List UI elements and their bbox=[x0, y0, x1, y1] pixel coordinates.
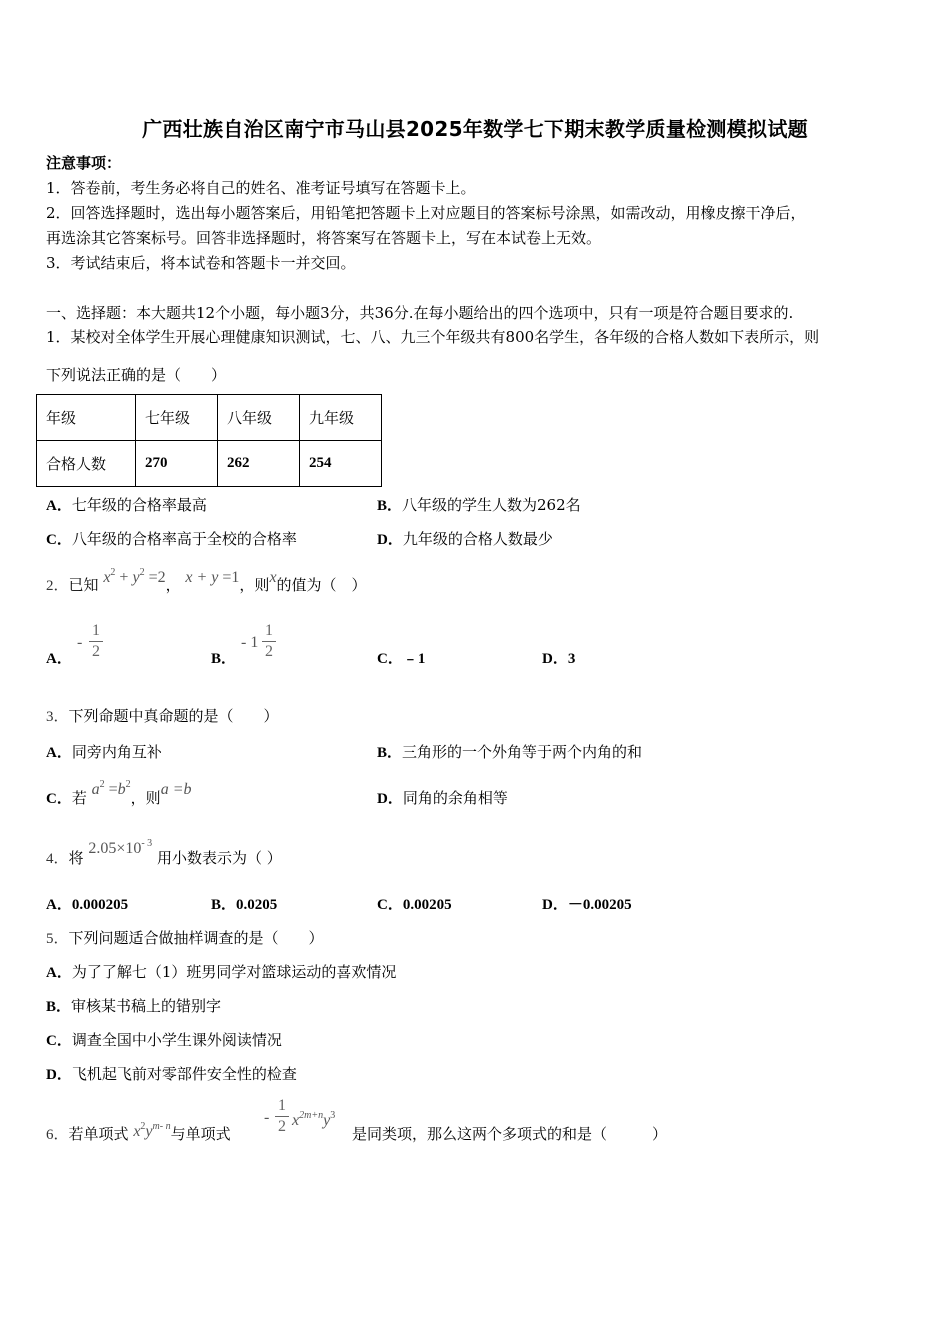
option-label: C． bbox=[46, 791, 72, 807]
q4-stem bbox=[46, 838, 282, 868]
option-text: 审核某书稿上的错别字 bbox=[71, 997, 222, 1015]
option-text: ﹣1 bbox=[402, 651, 426, 667]
q5-stem bbox=[46, 927, 324, 948]
math-exp: - 3 bbox=[141, 838, 153, 849]
q2-option-c bbox=[377, 647, 425, 668]
math-var-y: y bbox=[145, 1123, 153, 1140]
math-rhs: =2 bbox=[144, 569, 166, 586]
math-var-a: a bbox=[91, 781, 100, 798]
denominator: 2 bbox=[278, 1118, 286, 1135]
q3-stem-text: 下列命题中真命题的是（ ） bbox=[68, 707, 279, 725]
q5-stem-text: 下列问题适合做抽样调查的是（ ） bbox=[68, 929, 324, 947]
math-exp: 2 bbox=[99, 779, 105, 790]
q3-option-c bbox=[46, 779, 192, 808]
fraction-bar bbox=[89, 641, 103, 642]
q2-option-a-fraction bbox=[89, 622, 103, 661]
q6-stem-start bbox=[46, 1123, 231, 1144]
option-label: A． bbox=[46, 745, 72, 761]
option-text: 七年级的合格率最高 bbox=[71, 496, 207, 514]
math-var-x: x bbox=[133, 1123, 141, 1140]
notice-item: 再选涂其它答案标号。回答非选择题时，将答案写在答题卡上，写在本试卷上无效。 bbox=[46, 229, 602, 247]
option-label: C． bbox=[377, 897, 403, 913]
q1-option-d bbox=[377, 528, 553, 549]
q2-option-b-label: B． bbox=[211, 651, 237, 667]
denominator: 2 bbox=[265, 643, 273, 660]
option-text: 0.0205 bbox=[236, 897, 278, 913]
table-cell: 八年级 bbox=[218, 395, 300, 441]
math-op: + bbox=[115, 569, 133, 586]
option-label: A． bbox=[46, 965, 72, 981]
question-number: 4． bbox=[46, 851, 69, 867]
math-exp: m- n bbox=[152, 1121, 171, 1132]
math-lhs: x + y bbox=[185, 569, 219, 586]
table-cell: 262 bbox=[218, 441, 300, 487]
q3-c-conclusion: a =b bbox=[160, 781, 192, 798]
q4-pre: 将 bbox=[68, 849, 84, 867]
math-var-y: y bbox=[323, 1112, 331, 1129]
question-number: 2． bbox=[46, 578, 69, 594]
math-op: = bbox=[104, 781, 118, 798]
math-rhs: =1 bbox=[218, 569, 240, 586]
q6-m2-term bbox=[292, 1110, 335, 1130]
q5-option-b bbox=[46, 995, 221, 1016]
option-label: B． bbox=[46, 999, 72, 1015]
option-text: 八年级的学生人数为262名 bbox=[402, 496, 581, 514]
q3-c-premise bbox=[92, 779, 131, 798]
option-text: 同旁内角互补 bbox=[71, 743, 162, 761]
q6-m2-sign: - bbox=[264, 1109, 270, 1126]
math-exp: 2 bbox=[140, 1121, 146, 1132]
math-var-y: y bbox=[132, 569, 140, 586]
fraction-bar bbox=[275, 1116, 289, 1117]
math-var-x: x bbox=[269, 569, 277, 586]
option-label: A． bbox=[46, 498, 72, 514]
q5-option-a bbox=[46, 961, 396, 982]
math-var-x: x bbox=[292, 1112, 300, 1129]
q2-post: 的值为（ ） bbox=[276, 576, 367, 594]
option-text: 九年级的合格人数最少 bbox=[402, 530, 553, 548]
q1-stem-line2: 下列说法正确的是（ ） bbox=[46, 366, 227, 384]
option-text: 飞机起飞前对零部件安全性的检查 bbox=[71, 1065, 297, 1083]
option-text: 0.00205 bbox=[402, 897, 452, 913]
fraction-bar bbox=[262, 641, 276, 642]
table-cell: 七年级 bbox=[136, 395, 218, 441]
option-label: D． bbox=[377, 532, 403, 548]
q2-comma: ， bbox=[165, 576, 181, 594]
option-label: B． bbox=[377, 498, 403, 514]
section-heading: 一、选择题：本大题共12个小题，每小题3分，共36分.在每小题给出的四个选项中，只有一项是符合题目要求的. bbox=[46, 304, 794, 322]
option-text: 0.000205 bbox=[71, 897, 129, 913]
q3-option-a bbox=[46, 741, 162, 762]
option-label: C． bbox=[377, 651, 403, 667]
q4-option-a bbox=[46, 893, 128, 914]
option-text: 3 bbox=[567, 651, 576, 667]
q4-option-b bbox=[211, 893, 277, 914]
math-exp: 2 bbox=[110, 567, 116, 578]
table-row bbox=[37, 395, 382, 441]
q1-option-b bbox=[377, 494, 581, 515]
q2-option-d bbox=[542, 647, 575, 668]
q2-option-b-fraction bbox=[262, 622, 276, 661]
math-exp: 3 bbox=[330, 1110, 336, 1121]
option-label: D． bbox=[542, 897, 568, 913]
table-cell: 年级 bbox=[37, 395, 136, 441]
q2-option-a-sign: - bbox=[77, 634, 83, 651]
q3-option-d bbox=[377, 787, 508, 808]
option-label: A． bbox=[46, 897, 72, 913]
math-exp: 2 bbox=[125, 779, 131, 790]
math-exp: 2 bbox=[139, 567, 145, 578]
q6-pre: 若单项式 bbox=[68, 1125, 129, 1143]
math-exp: 2m+n bbox=[299, 1110, 324, 1121]
option-label: D． bbox=[46, 1067, 72, 1083]
question-number: 6． bbox=[46, 1127, 69, 1143]
question-number: 3． bbox=[46, 709, 69, 725]
q4-option-d bbox=[542, 893, 632, 914]
option-text: －0.00205 bbox=[567, 897, 632, 913]
option-text: 为了了解七（1）班男同学对篮球运动的喜欢情况 bbox=[71, 963, 397, 981]
q5-option-c bbox=[46, 1029, 282, 1050]
option-label: D． bbox=[377, 791, 403, 807]
q3-stem bbox=[46, 705, 279, 726]
option-text: 三角形的一个外角等于两个内角的和 bbox=[402, 743, 643, 761]
option-text: 同角的余角相等 bbox=[402, 789, 508, 807]
math-var-x: x bbox=[103, 569, 111, 586]
q1-table bbox=[36, 394, 382, 487]
table-cell: 254 bbox=[300, 441, 382, 487]
notice-item: 2．回答选择题时，选出每小题答案后，用铅笔把答题卡上对应题目的答案标号涂黑，如需改动，用橡皮擦干净后， bbox=[46, 204, 806, 222]
denominator: 2 bbox=[92, 643, 100, 660]
option-label: C． bbox=[46, 1033, 72, 1049]
q6-mid: 与单项式 bbox=[170, 1125, 231, 1143]
option-label: B． bbox=[377, 745, 403, 761]
q6-m2-fraction bbox=[275, 1097, 289, 1136]
option-text: 八年级的合格率高于全校的合格率 bbox=[71, 530, 297, 548]
table-cell: 九年级 bbox=[300, 395, 382, 441]
q1-option-a bbox=[46, 494, 207, 515]
q2-eq1 bbox=[103, 567, 165, 586]
math-base: 2.05×10 bbox=[88, 840, 142, 857]
option-text: ，则 bbox=[130, 789, 161, 807]
q2-option-a-label: A． bbox=[46, 651, 72, 667]
q2-pre: 已知 bbox=[68, 576, 99, 594]
table-cell: 270 bbox=[136, 441, 218, 487]
q4-option-c bbox=[377, 893, 452, 914]
option-text: 调查全国中小学生课外阅读情况 bbox=[71, 1031, 282, 1049]
q5-option-d bbox=[46, 1063, 297, 1084]
math-var-b: b bbox=[117, 781, 126, 798]
page-title: 广西壮族自治区南宁市马山县2025年数学七下期末教学质量检测模拟试题 bbox=[142, 117, 808, 141]
option-label: D． bbox=[542, 651, 568, 667]
q2-option-b-sign: - 1 bbox=[241, 634, 259, 651]
table-row bbox=[37, 441, 382, 487]
numerator: 1 bbox=[92, 622, 100, 639]
option-label: B． bbox=[211, 897, 237, 913]
question-number: 5． bbox=[46, 931, 69, 947]
q4-post: 用小数表示为（ ） bbox=[156, 849, 282, 867]
q2-eq2 bbox=[185, 567, 239, 586]
q3-option-b bbox=[377, 741, 642, 762]
q2-then: ，则 bbox=[239, 576, 270, 594]
option-text: 若 bbox=[71, 789, 87, 807]
q6-monomial-1 bbox=[133, 1121, 170, 1140]
table-cell: 合格人数 bbox=[37, 441, 136, 487]
option-label: C． bbox=[46, 532, 72, 548]
notice-item: 1．答卷前，考生务必将自己的姓名、准考证号填写在答题卡上。 bbox=[46, 179, 476, 197]
numerator: 1 bbox=[278, 1097, 286, 1114]
q6-post: 是同类项，那么这两个多项式的和是（ ） bbox=[352, 1125, 668, 1143]
q4-expr bbox=[88, 840, 152, 857]
notice-item: 3．考试结束后，将本试卷和答题卡一并交回。 bbox=[46, 254, 356, 272]
q1-option-c bbox=[46, 528, 297, 549]
numerator: 1 bbox=[265, 622, 273, 639]
q2-stem bbox=[46, 567, 367, 595]
notice-heading: 注意事项： bbox=[46, 154, 122, 172]
q1-stem-line1: 1．某校对全体学生开展心理健康知识测试，七、八、九三个年级共有800名学生，各年级的合格人数如下表所示，则 bbox=[46, 328, 820, 346]
